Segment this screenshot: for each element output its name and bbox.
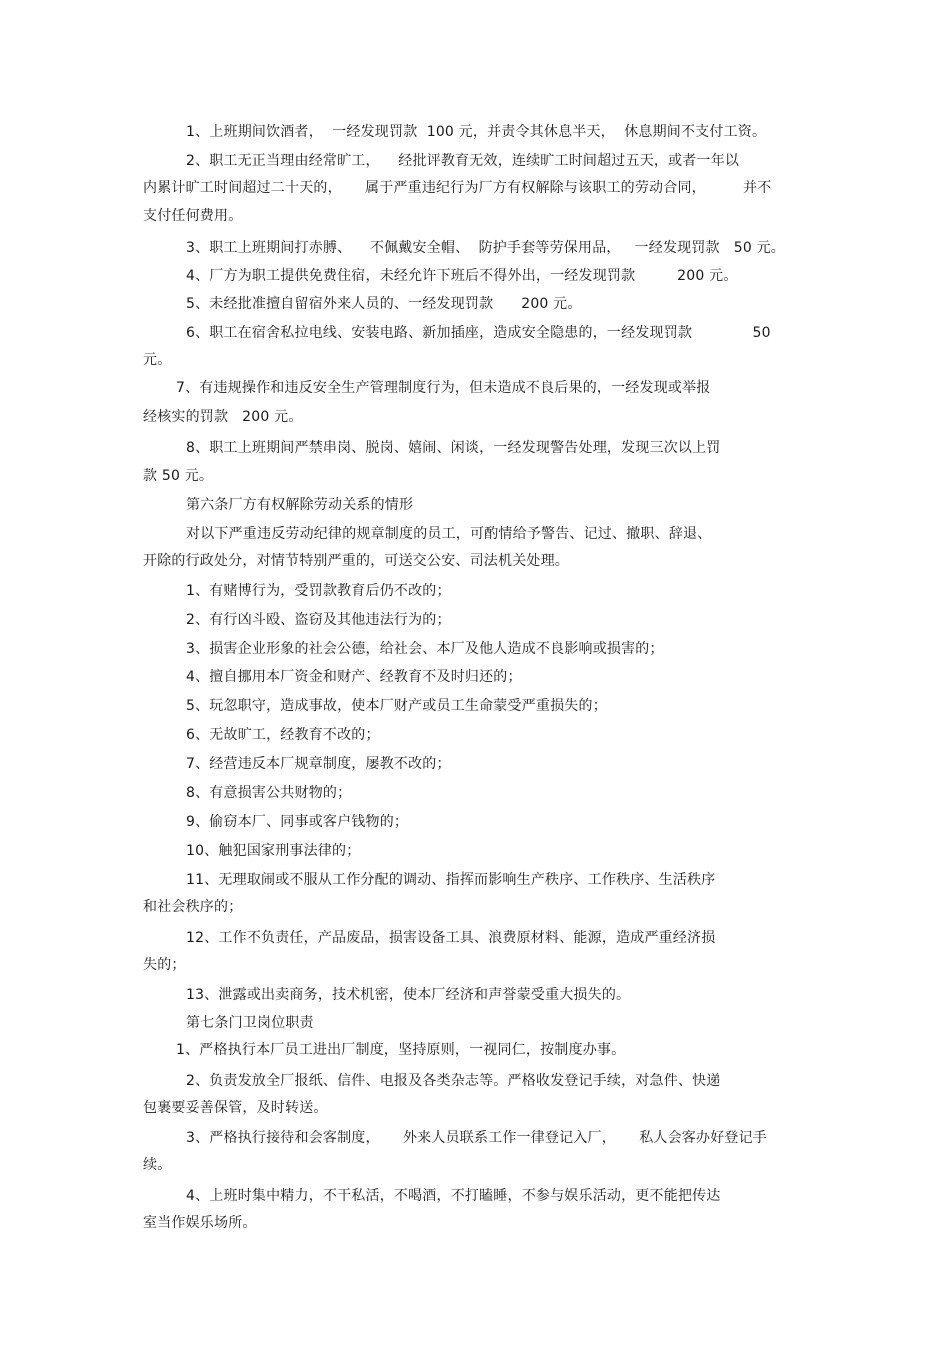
list-item: 5、玩忽职守，造成事故，使本厂财产或员工生命蒙受严重损失的；	[186, 698, 607, 714]
text-line: 7、有违规操作和违反安全生产管理制度行为，但未造成不良后果的，一经发现或举报	[176, 380, 711, 396]
text-line: 开除的行政处分，对情节特别严重的，可送交公安、司法机关处理。	[143, 553, 569, 569]
list-item: 2、负责发放全厂报纸、信件、电报及各类杂志等。严格收发登记手续，对急件、快递	[186, 1073, 721, 1089]
text-line: 3、职工上班期间打赤膊、 不佩戴安全帽、 防护手套等劳保用品， 一经发现罚款 50 元。	[186, 240, 785, 256]
list-item: 7、经营违反本厂规章制度，屡教不改的；	[186, 756, 451, 772]
text-line: 2、职工无正当理由经常旷工， 经批评教育无效，连续旷工时间超过五天，或者一年以	[186, 153, 740, 169]
text-line: 1、上班期间饮酒者， 一经发现罚款 100 元，并责令其休息半天， 休息期间不支付工资。	[186, 124, 767, 140]
list-item: 和社会秩序的；	[143, 899, 243, 915]
text-line: 6、职工在宿舍私拉电线、安装电路、新加插座，造成安全隐患的，一经发现罚款 50	[186, 325, 771, 341]
text-line: 8、职工上班期间严禁串岗、脱岗、嬉闹、闲谈，一经发现警告处理，发现三次以上罚	[186, 440, 721, 456]
text-line: 4、厂方为职工提供免费住宿，未经允许下班后不得外出，一经发现罚款 200 元。	[186, 268, 738, 284]
list-item: 9、偷窃本厂、同事或客户钱物的；	[186, 814, 409, 830]
list-item: 10、触犯国家刑事法律的；	[186, 843, 361, 859]
list-item: 3、损害企业形象的社会公德，给社会、本厂及他人造成不良影响或损害的；	[186, 641, 664, 657]
text-line: 款 50 元。	[143, 468, 214, 484]
list-item: 12、工作不负责任，产品废品，损害设备工具、浪费原材料、能源，造成严重经济损	[186, 930, 716, 946]
list-item: 失的；	[143, 957, 186, 973]
list-item: 8、有意损害公共财物的；	[186, 785, 352, 801]
list-item: 3、严格执行接待和会客制度， 外来人员联系工作一律登记入厂， 私人会客办好登记手	[186, 1130, 768, 1146]
list-item: 4、上班时集中精力，不干私活，不喝酒，不打瞌睡，不参与娱乐活动，更不能把传达	[186, 1188, 721, 1204]
list-item: 1、有赌博行为，受罚款教育后仍不改的；	[186, 583, 451, 599]
list-item: 6、无故旷工，经教育不改的；	[186, 727, 380, 743]
section-heading: 第七条门卫岗位职责	[186, 1015, 314, 1031]
list-item: 室当作娱乐场所。	[143, 1215, 257, 1231]
text-line: 内累计旷工时间超过二十天的， 属于严重违纪行为厂方有权解除与该职工的劳动合同， 并不	[143, 180, 772, 196]
text-line: 支付任何费用。	[143, 208, 243, 224]
list-item: 续。	[143, 1157, 172, 1173]
section-heading: 第六条厂方有权解除劳动关系的情形	[186, 497, 414, 513]
list-item: 11、无理取闹或不服从工作分配的调动、指挥而影响生产秩序、工作秩序、生活秩序	[186, 872, 716, 888]
list-item: 13、泄露或出卖商务，技术机密，使本厂经济和声誉蒙受重大损失的。	[186, 987, 631, 1003]
text-line: 5、未经批准擅自留宿外来人员的、一经发现罚款 200 元。	[186, 296, 582, 312]
text-line: 对以下严重违反劳动纪律的规章制度的员工，可酌情给予警告、记过、撤职、辞退、	[186, 526, 712, 542]
text-line: 经核实的罚款 200 元。	[143, 409, 303, 425]
list-item: 包裹要妥善保管，及时转送。	[143, 1100, 328, 1116]
list-item: 1、严格执行本厂员工进出厂制度，坚持原则，一视同仁，按制度办事。	[176, 1042, 626, 1058]
text-line: 元。	[143, 352, 172, 368]
list-item: 2、有行凶斗殴、盗窃及其他违法行为的；	[186, 612, 451, 628]
list-item: 4、擅自挪用本厂资金和财产、经教育不及时归还的；	[186, 669, 522, 685]
